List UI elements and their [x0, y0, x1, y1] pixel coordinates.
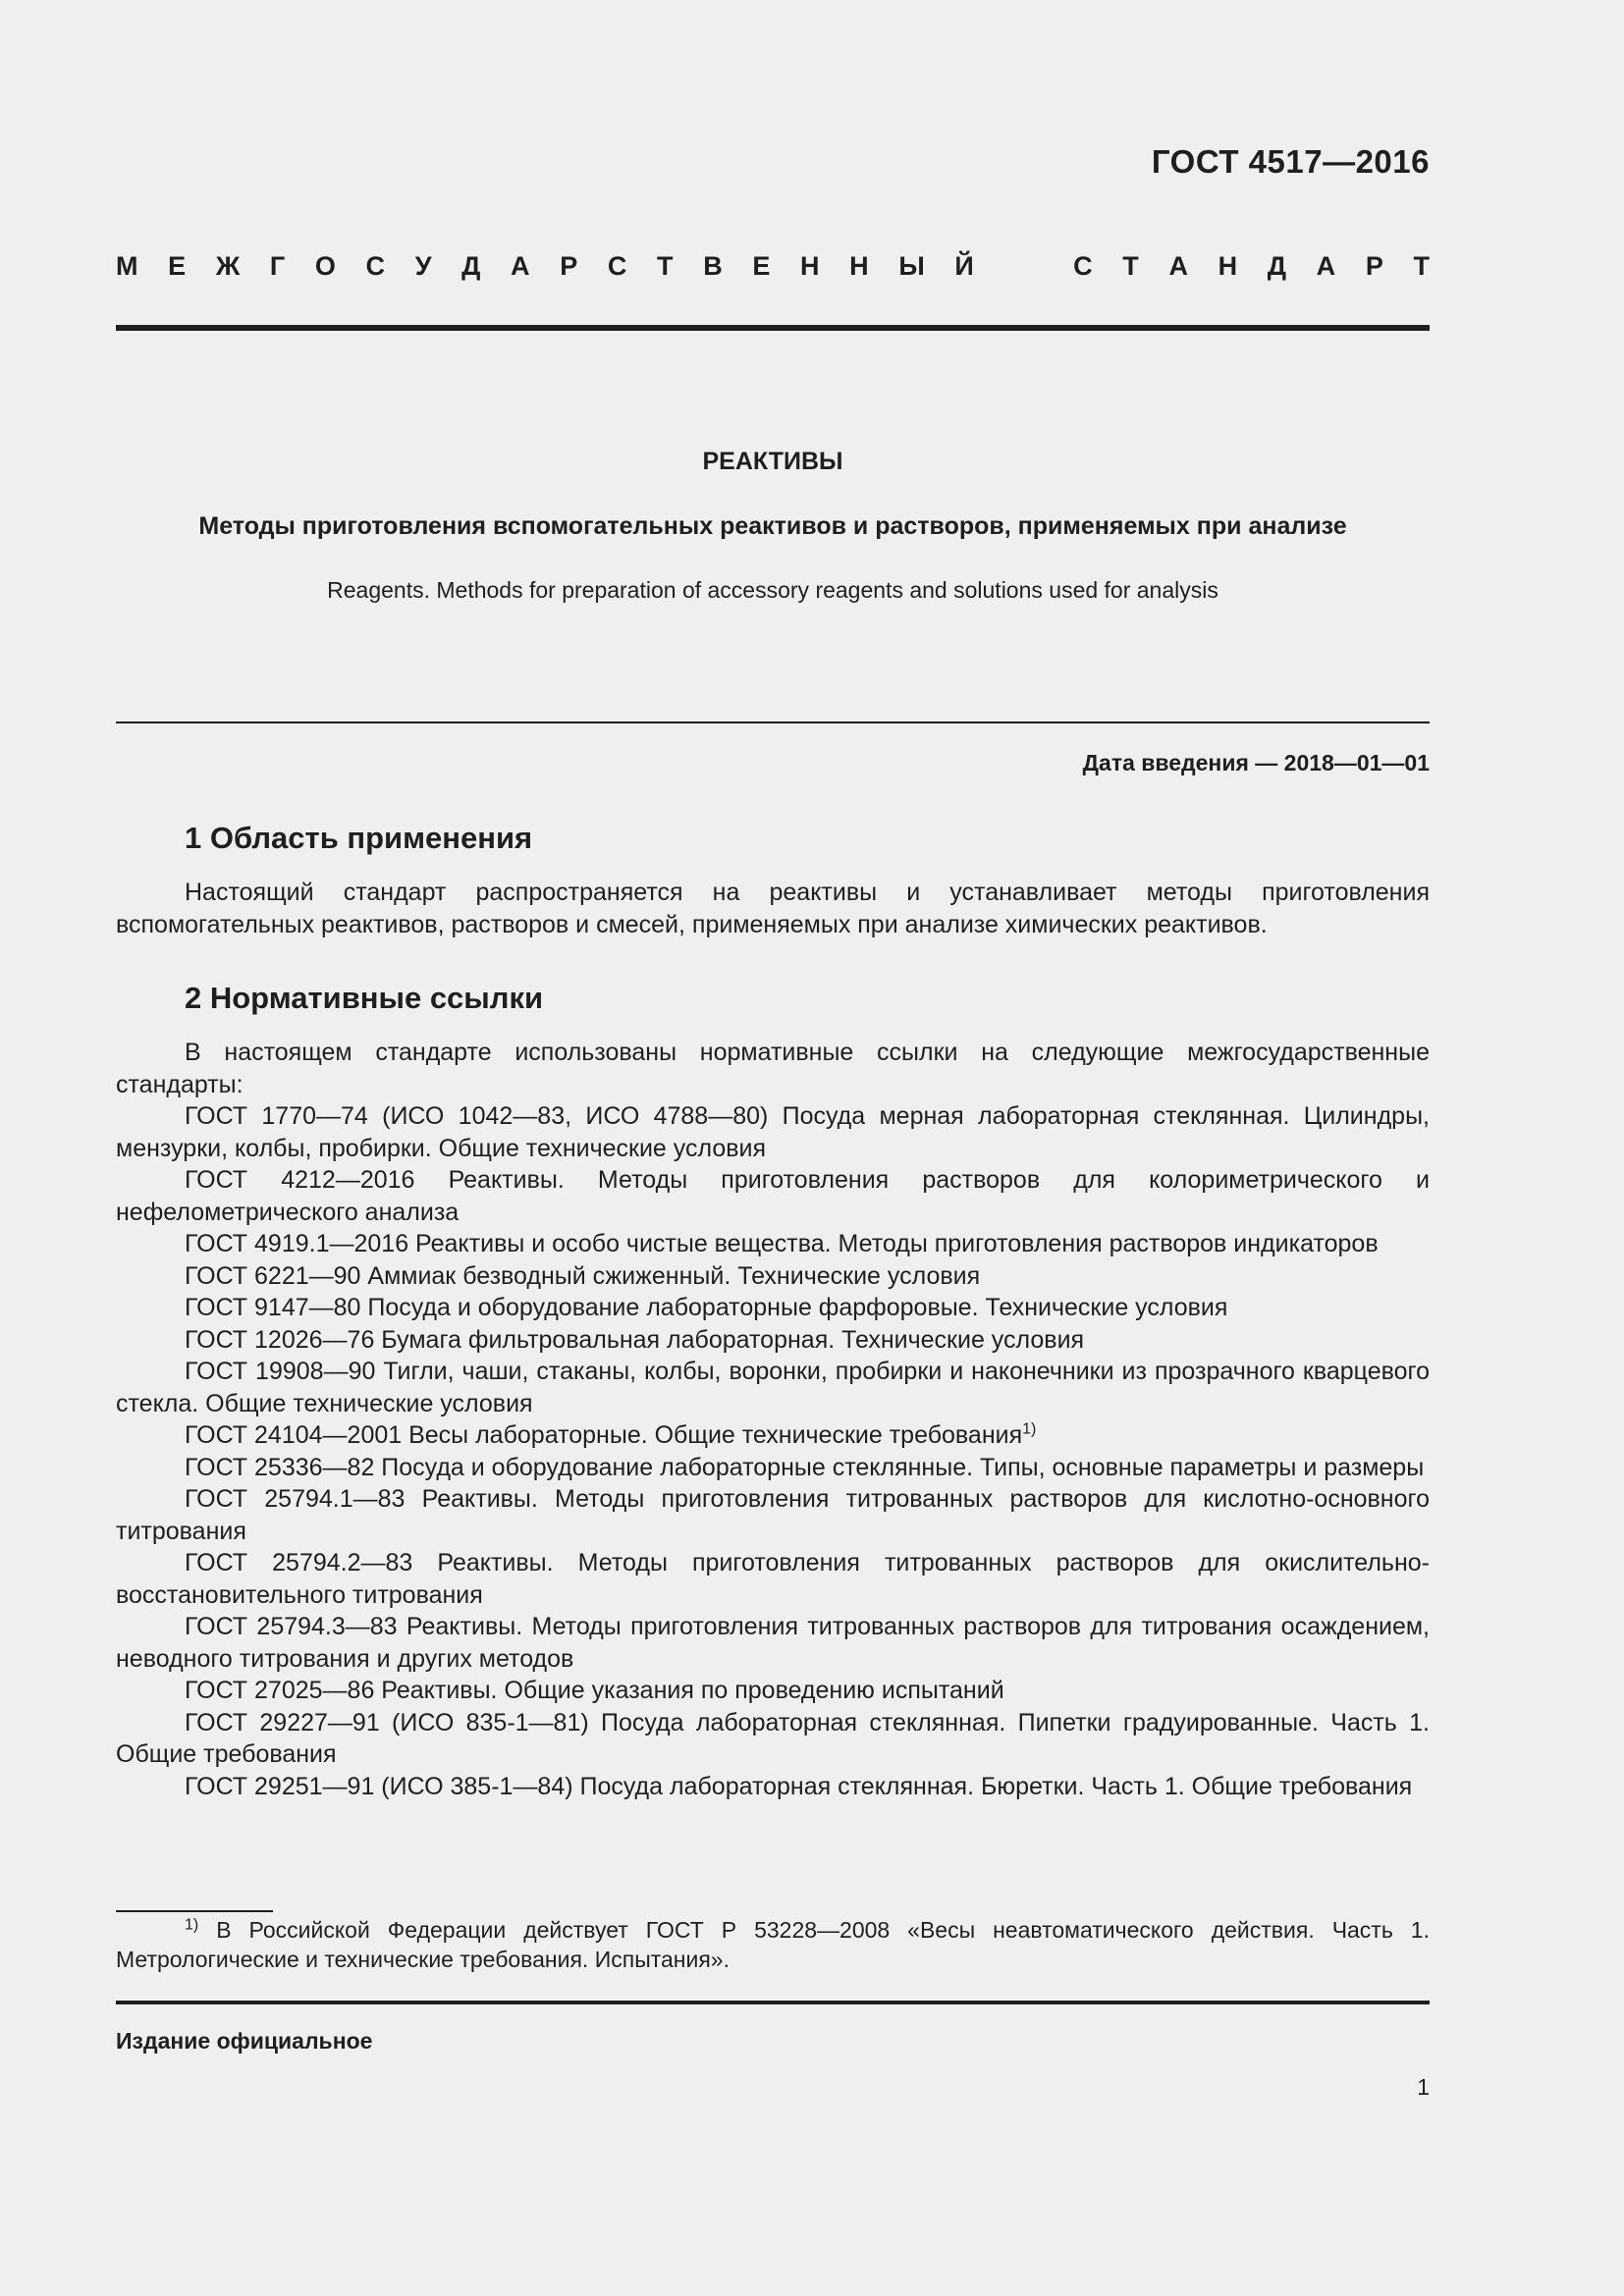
reference-text: ГОСТ 24104—2001 Весы лабораторные. Общие технические требования: [185, 1421, 1023, 1449]
reference-item: [116, 1452, 1430, 1484]
section-1-heading: 1 Область применения: [185, 821, 533, 855]
page-number: 1: [1417, 2074, 1430, 2100]
reference-text: ГОСТ 9147—80 Посуда и оборудование лабораторные фарфоровые. Технические условия: [185, 1294, 1228, 1321]
reference-item: [116, 1547, 1430, 1611]
reference-item: [116, 1228, 1430, 1260]
header-letter: Ы: [898, 251, 925, 281]
reference-item: [116, 1292, 1430, 1324]
header-letter: Н: [849, 251, 869, 281]
header-letter: А: [511, 251, 530, 281]
introduction-date: Дата введения — 2018—01—01: [1082, 750, 1430, 775]
header-letter: Ж: [215, 251, 241, 281]
document-number: ГОСТ 4517—2016: [1151, 143, 1430, 180]
header-letter: Т: [1122, 251, 1139, 281]
reference-footnote-mark: 1): [1022, 1420, 1037, 1438]
title-rule: [116, 721, 1430, 723]
header-letter: С: [607, 251, 627, 281]
edition-label: Издание официальное: [116, 2028, 373, 2054]
reference-text: ГОСТ 29227—91 (ИСО 835-1—81) Посуда лабораторная стеклянная. Пипетки градуированные. Часть 1. Общие требования: [116, 1708, 1430, 1768]
header-letter: Е: [752, 251, 771, 281]
document-subtitle: Методы приготовления вспомогательных реактивов и растворов, применяемых при анализе: [198, 512, 1347, 540]
document-title-english: Reagents. Methods for preparation of accessory reagents and solutions used for analysis: [327, 577, 1218, 603]
header-letter: Т: [1413, 251, 1430, 281]
reference-item: [116, 1164, 1430, 1228]
header-letter: Т: [657, 251, 674, 281]
reference-text: ГОСТ 4919.1—2016 Реактивы и особо чистые вещества. Методы приготовления растворов индикаторов: [185, 1230, 1379, 1257]
header-letter: А: [1316, 251, 1336, 281]
header-letter: Й: [954, 251, 974, 281]
reference-item: [116, 1771, 1430, 1803]
reference-text: ГОСТ 1770—74 (ИСО 1042—83, ИСО 4788—80) Посуда мерная лабораторная стеклянная. Цилиндры, мензурки, колбы, пробирки. Общие технические условия: [116, 1102, 1430, 1162]
reference-text: ГОСТ 29251—91 (ИСО 385-1—84) Посуда лабораторная стеклянная. Бюретки. Часть 1. Общие требования: [185, 1772, 1413, 1800]
footer-rule: [116, 2001, 1430, 2004]
reference-item: [116, 1611, 1430, 1675]
header-letter: А: [1168, 251, 1188, 281]
header-letter: Д: [1267, 251, 1287, 281]
reference-item: [116, 1419, 1430, 1452]
header-letter: [1003, 251, 1043, 282]
reference-item: [116, 1260, 1430, 1293]
reference-text: ГОСТ 19908—90 Тигли, чаши, стаканы, колбы, воронки, пробирки и наконечники из прозрачного кварцевого стекла. Общие технические условия: [116, 1358, 1430, 1417]
section-2-heading: 2 Нормативные ссылки: [185, 981, 544, 1015]
reference-text: ГОСТ 27025—86 Реактивы. Общие указания по проведению испытаний: [185, 1677, 1004, 1704]
header-letter: Н: [800, 251, 820, 281]
reference-text: ГОСТ 12026—76 Бумага фильтровальная лабораторная. Технические условия: [185, 1325, 1085, 1354]
reference-text: ГОСТ 4212—2016 Реактивы. Методы приготовления растворов для колориметрического и нефелометрического анализа: [116, 1166, 1430, 1226]
header-letter: У: [414, 251, 432, 281]
header-letter: С: [365, 251, 386, 281]
section-1-text: [116, 877, 1430, 940]
references-intro: В настоящем стандарте использованы нормативные ссылки на следующие межгосударственные стандарты:: [116, 1039, 1430, 1098]
header-letter: Н: [1218, 251, 1238, 281]
header-letter: Р: [560, 251, 578, 281]
normative-references: [116, 1037, 1430, 1802]
document-title: РЕАКТИВЫ: [702, 448, 843, 475]
reference-text: ГОСТ 25794.3—83 Реактивы. Методы приготовления титрованных растворов для титрования осаждением, неводного титрования и других методов: [116, 1613, 1430, 1673]
reference-text: ГОСТ 6221—90 Аммиак безводный сжиженный. Технические условия: [185, 1261, 981, 1290]
footnote-rule: [116, 1910, 273, 1912]
footnote-mark: 1): [185, 1916, 199, 1934]
footnote: [116, 1915, 1430, 1974]
header-letter: М: [116, 251, 138, 281]
reference-item: [116, 1483, 1430, 1547]
section-1-paragraph: Настоящий стандарт распространяется на реактивы и устанавливает методы приготовления вспомогательных реактивов, растворов и смесей, применяемых при анализе химических реактивов.: [116, 879, 1430, 938]
header-letter: Д: [461, 251, 481, 281]
header-letter: Р: [1365, 251, 1383, 281]
header-letter: Е: [168, 251, 187, 281]
header-letter: С: [1073, 251, 1093, 281]
header-letter: О: [314, 251, 336, 281]
reference-text: ГОСТ 25794.1—83 Реактивы. Методы приготовления титрованных растворов для кислотно-основного титрования: [116, 1485, 1430, 1545]
header-rule: [116, 325, 1430, 331]
reference-item: [116, 1324, 1430, 1357]
header-letter: Г: [269, 251, 286, 281]
footnote-text: В Российской Федерации действует ГОСТ Р 53228—2008 «Весы неавтоматического действия. Часть 1. Метрологические и технические требования. Испытания».: [116, 1917, 1430, 1972]
reference-item: [116, 1707, 1430, 1771]
standard-type-header: [116, 251, 1430, 282]
reference-item: [116, 1356, 1430, 1419]
reference-item: [116, 1675, 1430, 1707]
reference-text: ГОСТ 25794.2—83 Реактивы. Методы приготовления титрованных растворов для окислительно-восстановительного титрования: [116, 1549, 1430, 1609]
reference-text: ГОСТ 25336—82 Посуда и оборудование лабораторные стеклянные. Типы, основные параметры и размеры: [185, 1453, 1425, 1481]
reference-item: [116, 1100, 1430, 1164]
header-letter: В: [703, 251, 723, 281]
